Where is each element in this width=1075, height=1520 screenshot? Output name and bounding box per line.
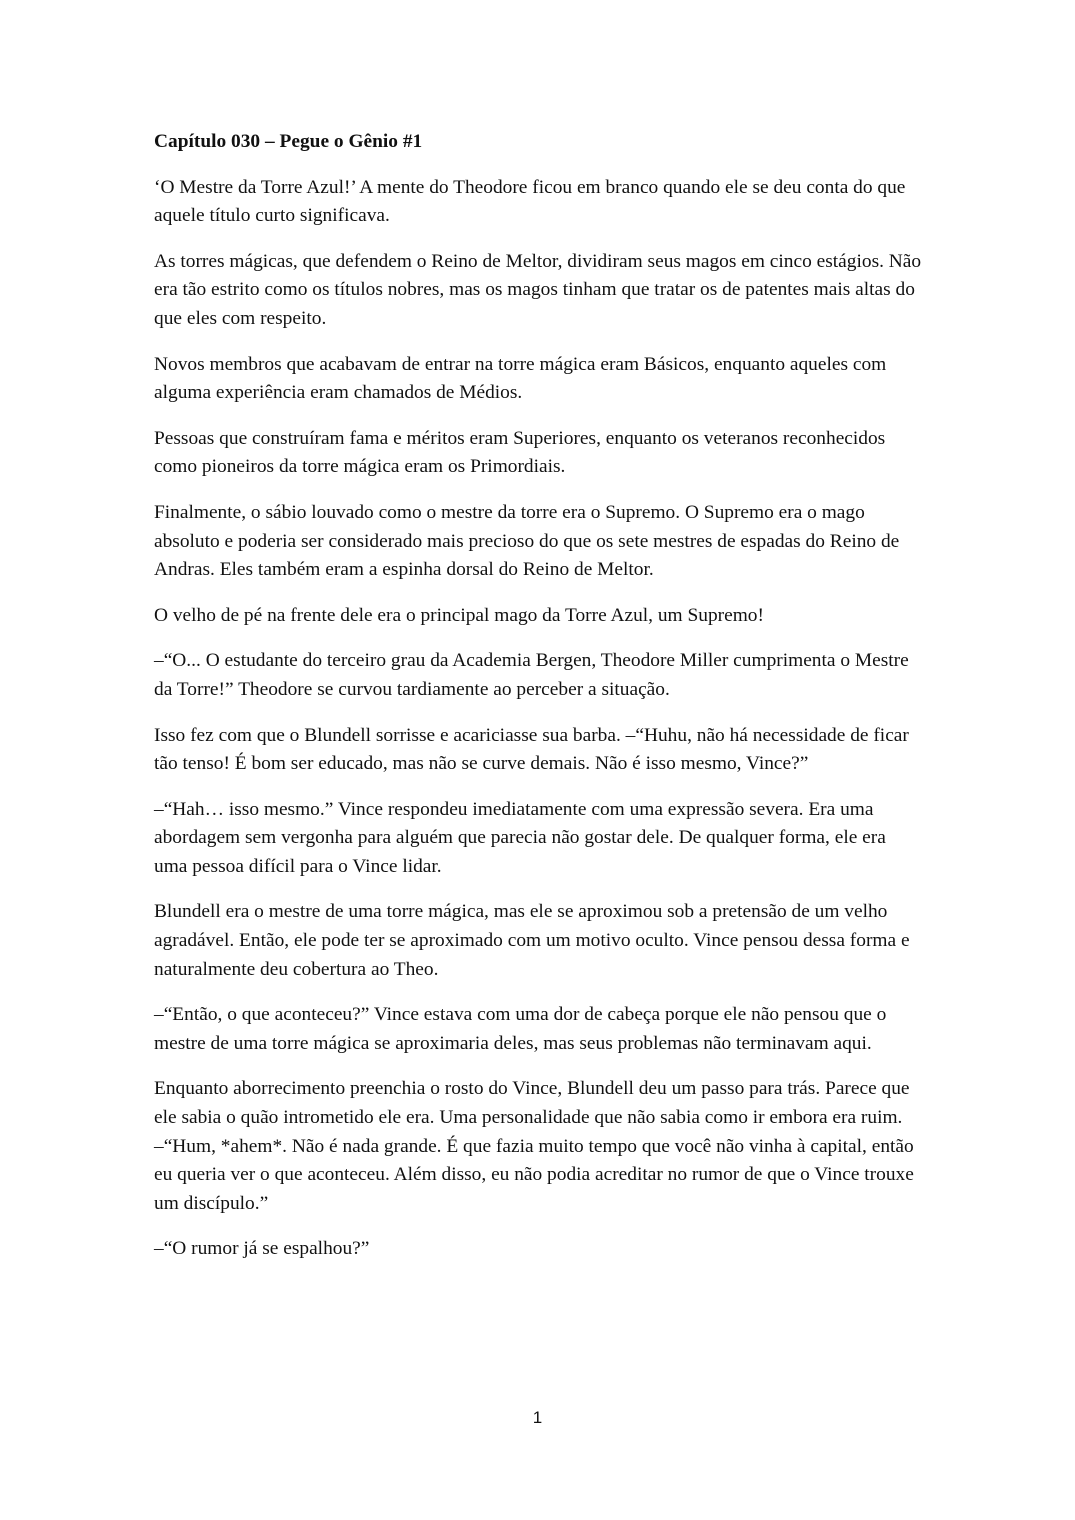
paragraph: Finalmente, o sábio louvado como o mestre da torre era o Supremo. O Supremo era o mago absoluto e poderia ser considerado mais precioso do que os sete mestres de espadas do Reino de Andras. Eles também eram a espinha dorsal do Reino de Meltor. — [154, 501, 900, 581]
chapter-title: Capítulo 030 – Pegue o Gênio #1 — [154, 131, 423, 152]
paragraph: Novos membros que acabavam de entrar na torre mágica eram Básicos, enquanto aqueles com alguma experiência eram chamados de Médios. — [154, 353, 887, 404]
paragraph: Blundell era o mestre de uma torre mágica, mas ele se aproximou sob a pretensão de um velho agradável. Então, ele pode ter se aproximado com um motivo oculto. Vince pensou dessa forma e naturalmente deu cobertura ao Theo. — [154, 901, 910, 980]
document-body — [154, 128, 924, 1281]
paragraph: Isso fez com que o Blundell sorrisse e acariciasse sua barba. –“Huhu, não há necessidade de ficar tão tenso! É bom ser educado, mas não se curve demais. Não é isso mesmo, Vince?” — [154, 724, 909, 775]
paragraph: Pessoas que construíram fama e méritos eram Superiores, enquanto os veteranos reconhecidos como pioneiros da torre mágica eram os Primordiais. — [154, 427, 886, 478]
page-number: 1 — [532, 1408, 543, 1427]
paragraph: O velho de pé na frente dele era o principal mago da Torre Azul, um Supremo! — [154, 604, 764, 626]
paragraph: –“Então, o que aconteceu?” Vince estava com uma dor de cabeça porque ele não pensou que o mestre de uma torre mágica se aproximaria deles, mas seus problemas não terminavam aqui. — [154, 1004, 887, 1054]
paragraph: –“O... O estudante do terceiro grau da Academia Bergen, Theodore Miller cumprimenta o Mestre da Torre!” Theodore se curvou tardiamente ao perceber a situação. — [154, 650, 909, 700]
paragraph: –“O rumor já se espalhou?” — [154, 1238, 370, 1260]
paragraph: Enquanto aborrecimento preenchia o rosto do Vince, Blundell deu um passo para trás. Parece que ele sabia o quão intrometido ele era. Uma personalidade que não sabia como ir embora era ruim. –“Hum, *ahem*. Não é nada grande. É que fazia muito tempo que você não vinha à capital, então eu queria ver o que aconteceu. Além disso, eu não podia acreditar no rumor de que o Vince trouxe um discípulo.” — [154, 1078, 914, 1214]
paragraph: ‘O Mestre da Torre Azul!’ A mente do Theodore ficou em branco quando ele se deu conta do que aquele título curto significava. — [154, 176, 906, 227]
paragraph: As torres mágicas, que defendem o Reino de Meltor, dividiram seus magos em cinco estágios. Não era tão estrito como os títulos nobres, mas os magos tinham que tratar os de patentes mais altas do que eles com respeito. — [154, 250, 922, 329]
paragraph: –“Hah… isso mesmo.” Vince respondeu imediatamente com uma expressão severa. Era uma abordagem sem vergonha para alguém que parecia não gostar dele. De qualquer forma, ele era uma pessoa difícil para o Vince lidar. — [154, 798, 886, 877]
